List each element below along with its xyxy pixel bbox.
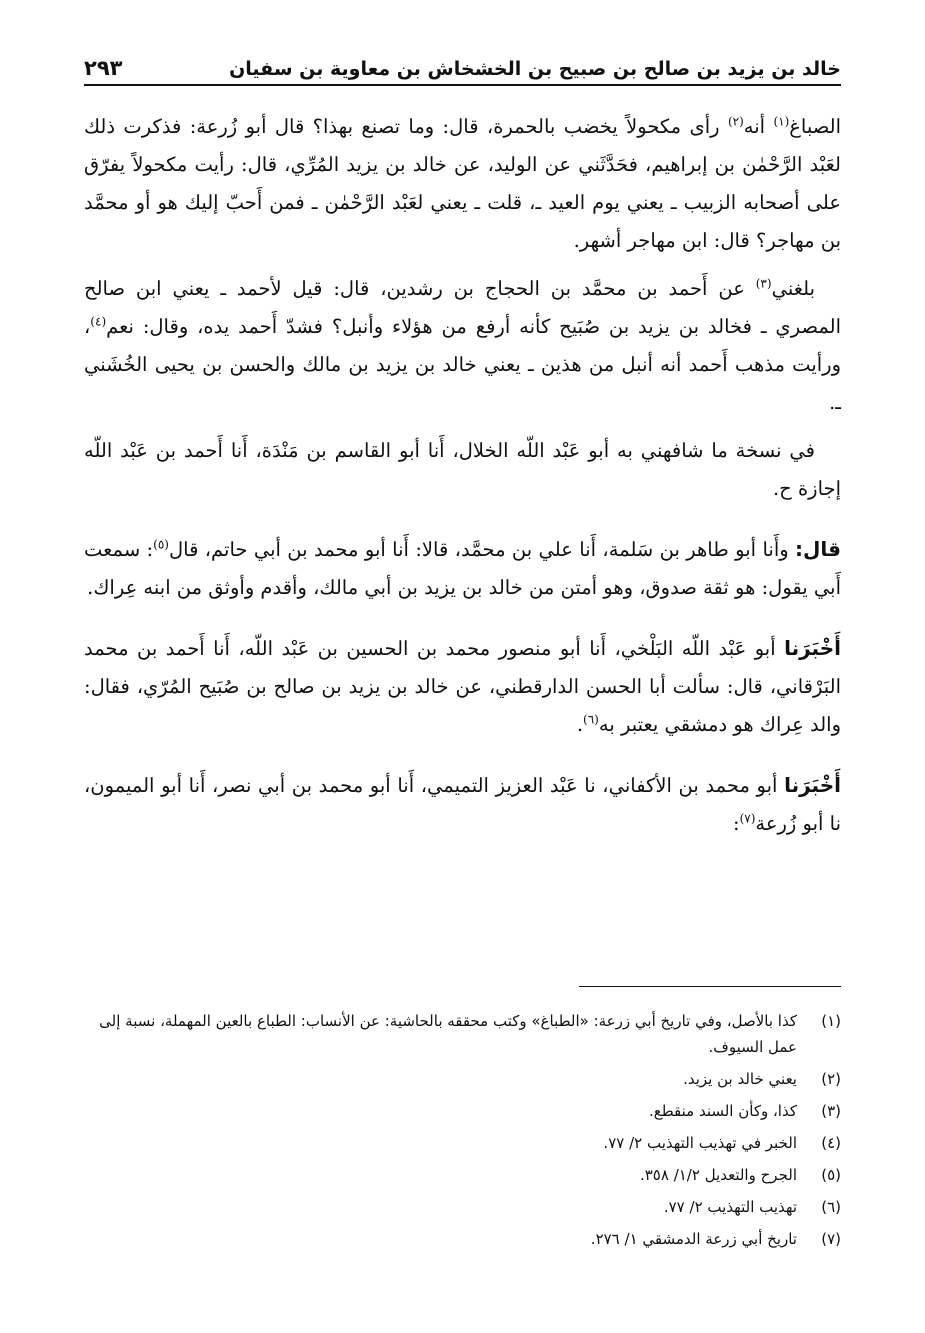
footnote [84, 1008, 841, 1060]
footnote-text: الخبر في تهذيب التهذيب ٢/ ٧٧. [603, 1134, 797, 1152]
footnote-text: تهذيب التهذيب ٢/ ٧٧. [663, 1198, 797, 1216]
text-segment: : سمعت أَبي يقول: هو ثقة صدوق، وهو أمتن من خالد بن يزيد بن أبي مالك، وأقدم وأوثق من ابنه عِراك. [84, 538, 841, 599]
footnote-text: يعني خالد بن يزيد. [683, 1070, 797, 1088]
main-text [84, 108, 841, 843]
footnote-text: كذا بالأصل، وفي تاريخ أبي زرعة: «الطباغ» وكتب محققه بالحاشية: عن الأنساب: الطباع بالعين المهملة، نسبة إلى عمل السيوف. [99, 1012, 797, 1056]
paragraph-3 [84, 432, 841, 508]
paragraph-5 [84, 629, 841, 744]
footnote-number: (٢) [821, 1070, 841, 1088]
lead-word: أَخْبَرَنا [784, 636, 841, 660]
text-segment: . [576, 713, 584, 736]
footnote-ref-2: (٢) [727, 114, 744, 129]
text-segment: أنه [743, 115, 774, 138]
footnote-ref-3: (٣) [755, 276, 772, 291]
paragraph-2 [84, 270, 841, 422]
footnote-ref-7: (٧) [739, 811, 756, 826]
footnote [84, 1098, 841, 1124]
footnote [84, 1226, 841, 1252]
footnote-number: (٣) [821, 1102, 841, 1120]
paragraph-4 [84, 530, 841, 607]
footnote-text: الجرح والتعديل ١/٢/ ٣٥٨. [639, 1166, 797, 1184]
footnote-ref-1: (١) [773, 114, 790, 129]
footnote-ref-5: (٥) [153, 537, 169, 552]
text-segment: بلغني [771, 277, 815, 300]
text-segment: أبو محمد بن الأكفاني، نا عَبْد العزيز التميمي، أَنا أبو محمد بن أبي نصر، أَنا أبو الميمون، نا أبو زُرعة [84, 774, 841, 835]
paragraph-6 [84, 766, 841, 843]
text-segment: عن أَحمد بن محمَّد بن الحجاج بن رشدين، قال: قيل لأحمد ـ يعني ابن صالح المصري ـ فخالد بن يزيد بن صُبَيح كأنه أرفع من هؤلاء وأنبل؟ فشدّ أَحمد يده، وقال: نعم [84, 277, 841, 338]
text-segment: وأَنا أبو طاهر بن سَلمة، أَنا علي بن محمَّد، قالا: أَنا أبو محمد بن أبي حاتم، قال [168, 538, 796, 561]
running-title: خالد بن يزيد بن صالح بن صبيح بن الخشخاش بن معاوية بن سفيان [229, 58, 841, 80]
footnote-number: (٤) [821, 1134, 841, 1152]
footnotes [84, 1008, 841, 1258]
page-number: ٢٩٣ [84, 56, 123, 80]
lead-word: أَخْبَرَنا [784, 773, 841, 797]
text-segment: : [732, 812, 740, 835]
footnote-number: (٧) [821, 1230, 841, 1248]
text-segment: أبو عَبْد اللّه البَلْخي، أَنا أبو منصور محمد بن الحسين بن عَبْد اللّه، أَنا أَحمد بن محمد البَرْقاني، قال: سألت أبا الحسن الدارقطني، عن خالد بن يزيد بن صالح بن صُبَيح المُرّي، فقال: والد عِراك هو دمشقي يعتبر به [84, 637, 841, 736]
footnote [84, 1162, 841, 1188]
lead-word: قال: [795, 537, 841, 561]
text-segment: الصباغ [789, 115, 842, 138]
footnote-divider [579, 986, 841, 987]
footnote-ref-6: (٦) [583, 712, 599, 727]
footnote [84, 1066, 841, 1092]
footnote [84, 1130, 841, 1156]
paragraph-1 [84, 108, 841, 260]
footnote-ref-4: (٤) [90, 314, 107, 329]
footnote-text: كذا، وكأن السند منقطع. [648, 1102, 797, 1120]
footnote [84, 1194, 841, 1220]
page-header [84, 44, 841, 86]
footnote-number: (١) [821, 1012, 841, 1030]
footnote-number: (٦) [821, 1198, 841, 1216]
footnote-number: (٥) [821, 1166, 841, 1184]
footnote-text: تاريخ أبي زرعة الدمشقي ١/ ٢٧٦. [590, 1230, 797, 1248]
text-segment: رأى مكحولاً يخضب بالحمرة، قال: وما تصنع بهذا؟ قال أبو زُرعة: فذكرت ذلك لعَبْد الرَّحْمٰن بن إبراهيم، فحَدَّثَني عن الوليد، عن خالد بن يزيد المُرِّي، قال: رأيت مكحولاً يفرّق على أصحابه الزبيب ـ يعني يوم العيد ـ، قلت ـ يعني لعَبْد الرَّحْمٰن ـ فمن أَحبّ إليك هو أو محمَّد بن مهاجر؟ قال: ابن مهاجر أشهر. [84, 115, 841, 252]
text-segment: ، ورأيت مذهب أَحمد أنه أنبل من هذين ـ يعني خالد بن يزيد بن مالك والحسن بن يحيى الخُشَني ـ. [84, 315, 841, 414]
text-segment: في نسخة ما شافهني به أبو عَبْد اللّه الخلال، أَنا أبو القاسم بن مَنْدَة، أَنا أَحمد بن عَبْد اللّه إجازة ح. [84, 439, 841, 500]
